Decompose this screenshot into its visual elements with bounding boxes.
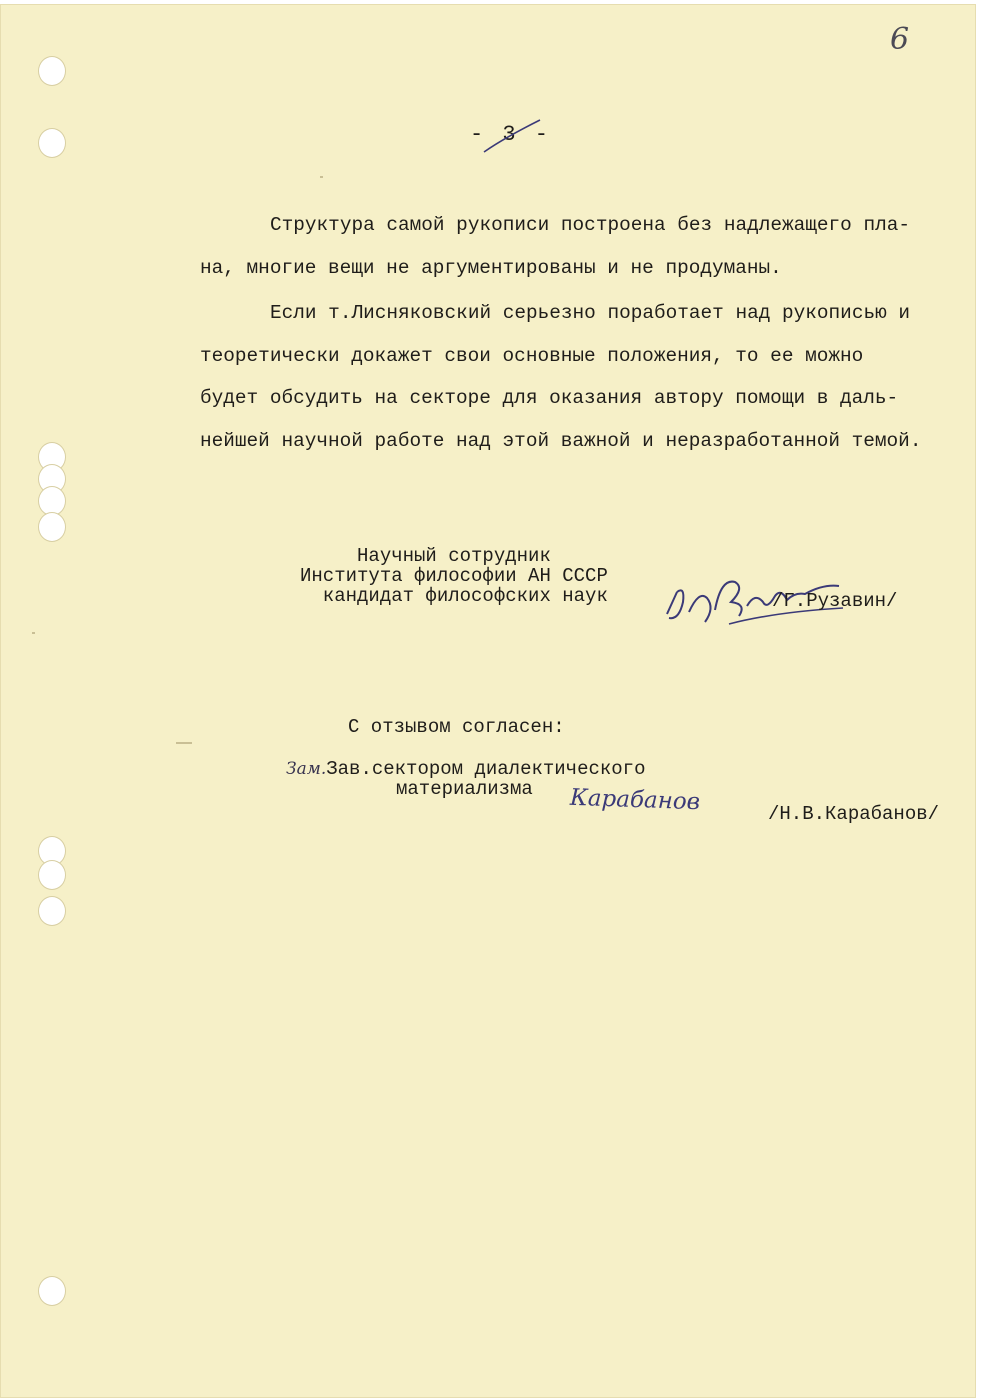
deputy-mark: Зам. <box>286 759 327 779</box>
approval-heading: С отзывом согласен: <box>348 716 565 738</box>
page-number-strike-mark <box>482 118 542 156</box>
reviewer-title-line: Института философии АН СССР <box>300 565 608 587</box>
text-line: нейшей научной работе над этой важной и неразработанной темой. <box>200 429 922 452</box>
text-line: Если т.Лисняковский серьезно поработает над рукописью и <box>270 302 910 324</box>
approver-position-line1 <box>286 758 646 780</box>
punch-hole <box>38 1276 66 1306</box>
reviewer-title-line: кандидат философских наук <box>300 585 608 607</box>
text-line: теоретически докажет свои основные положения, то ее можно <box>200 344 864 367</box>
punch-hole <box>38 860 66 890</box>
text-line: Структура самой рукописи построена без надлежащего пла- <box>270 214 910 236</box>
approver-position-text: Зав.сектором диалектического <box>326 758 646 780</box>
reviewer-name: /Г.Рузавин/ <box>772 590 898 612</box>
punch-hole <box>38 128 66 158</box>
approver-signature: Карабанов <box>569 784 701 816</box>
punch-hole <box>38 896 66 926</box>
paper-speck <box>176 742 192 744</box>
paper-speck <box>320 176 323 178</box>
approver-name: /Н.В.Карабанов/ <box>768 803 940 825</box>
text-line: будет обсудить на секторе для оказания автору помощи в даль- <box>200 387 899 409</box>
punch-hole <box>38 56 66 86</box>
punch-hole <box>38 512 66 542</box>
paper-speck <box>32 632 35 634</box>
paragraph-1 <box>200 204 970 289</box>
approver-position-line2: материализма <box>396 778 533 800</box>
text-line: на, многие вещи не аргументированы и не продуманы. <box>200 256 782 279</box>
page-number: - 3 - <box>470 122 552 147</box>
folio-number: 6 <box>890 22 910 57</box>
reviewer-title-line: Научный сотрудник <box>300 545 551 567</box>
paragraph-2 <box>200 292 970 462</box>
page-edge <box>976 0 996 1400</box>
